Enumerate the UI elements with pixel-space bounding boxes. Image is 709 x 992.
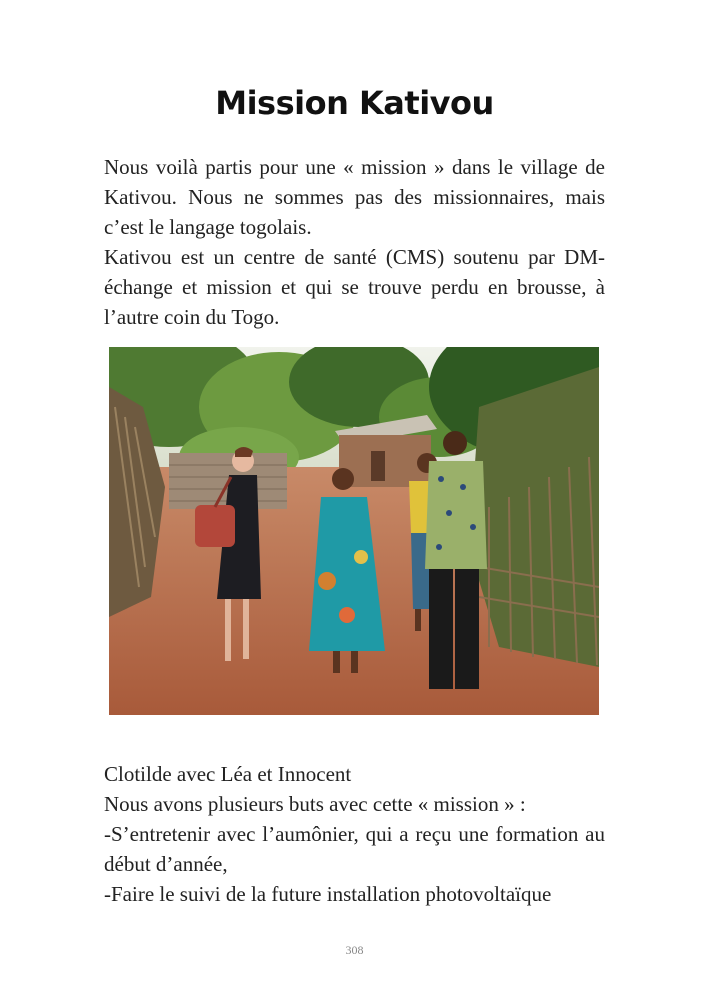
goal-item-chaplain: -S’entretenir avec l’aumônier, qui a reçu une formation au début d’année, [104,822,605,876]
person-man-patterned-shirt [425,431,487,689]
photo-caption: Clotilde avec Léa et Innocent [104,762,352,786]
goal-item-photovoltaic: -Faire le suivi de la future installation photovoltaïque [104,882,552,906]
page-number: 308 [345,943,364,957]
page-title: Mission Kativou [215,84,494,122]
village-photo [109,347,599,715]
intro-paragraph: Nous voilà partis pour une « mission » dans le village de Kativou. Nous ne sommes pas des missionnaires, mais c’est le langage togolais. [104,155,605,239]
location-paragraph: Kativou est un centre de santé (CMS) soutenu par DM-échange et mission et qui se trouve perdu en brousse, à l’autre coin du Togo. [104,245,605,329]
goals-intro-paragraph: Nous avons plusieurs buts avec cette « mission » : [104,792,526,816]
right-fence [469,367,599,667]
